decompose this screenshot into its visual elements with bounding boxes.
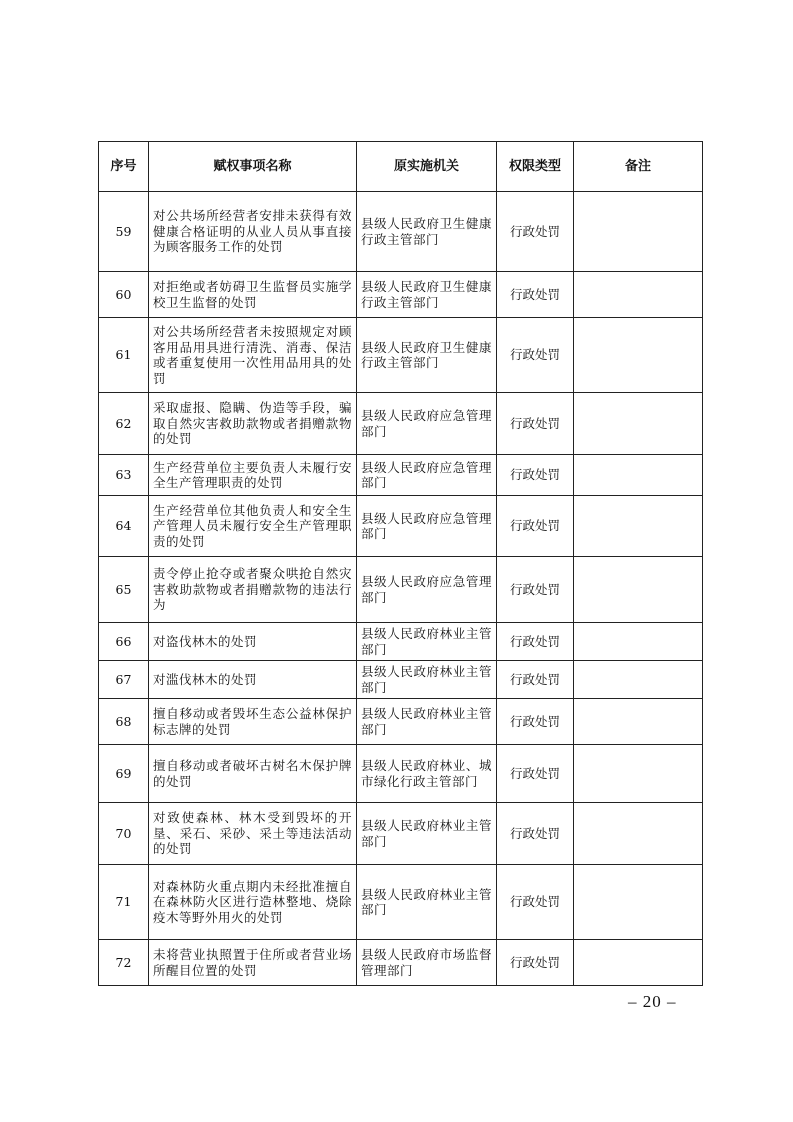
row-original-agency: 县级人民政府卫生健康行政主管部门: [357, 272, 497, 318]
table-row: [99, 699, 703, 745]
row-serial: 59: [99, 192, 149, 272]
row-authority-type: 行政处罚: [497, 393, 574, 455]
header-item-name: 赋权事项名称: [149, 142, 357, 192]
row-remarks: [574, 865, 703, 940]
table-row: [99, 455, 703, 496]
row-remarks: [574, 623, 703, 661]
row-item-name: 采取虚报、隐瞒、伪造等手段，骗取自然灾害救助款物或者捐赠款物的处罚: [149, 393, 357, 455]
row-remarks: [574, 940, 703, 986]
table-row: [99, 318, 703, 393]
row-item-name: 生产经营单位其他负责人和安全生产管理人员未履行安全生产管理职责的处罚: [149, 496, 357, 557]
row-serial: 64: [99, 496, 149, 557]
row-remarks: [574, 393, 703, 455]
row-item-name: 生产经营单位主要负责人未履行安全生产管理职责的处罚: [149, 455, 357, 496]
row-serial: 72: [99, 940, 149, 986]
table-row: [99, 745, 703, 803]
row-remarks: [574, 496, 703, 557]
row-original-agency: 县级人民政府应急管理部门: [357, 557, 497, 623]
row-authority-type: 行政处罚: [497, 318, 574, 393]
row-original-agency: 县级人民政府应急管理部门: [357, 393, 497, 455]
row-authority-type: 行政处罚: [497, 699, 574, 745]
table-body: [99, 192, 703, 986]
row-original-agency: 县级人民政府林业主管部门: [357, 803, 497, 865]
header-authority-type: 权限类型: [497, 142, 574, 192]
row-serial: 62: [99, 393, 149, 455]
table-row: [99, 496, 703, 557]
row-serial: 70: [99, 803, 149, 865]
header-remarks: 备注: [574, 142, 703, 192]
row-remarks: [574, 318, 703, 393]
row-item-name: 擅自移动或者毁坏生态公益林保护标志牌的处罚: [149, 699, 357, 745]
row-authority-type: 行政处罚: [497, 557, 574, 623]
row-authority-type: 行政处罚: [497, 623, 574, 661]
row-serial: 68: [99, 699, 149, 745]
row-original-agency: 县级人民政府林业、城市绿化行政主管部门: [357, 745, 497, 803]
row-item-name: 对森林防火重点期内未经批准擅自在森林防火区进行造林整地、烧除疫木等野外用火的处罚: [149, 865, 357, 940]
row-original-agency: 县级人民政府林业主管部门: [357, 699, 497, 745]
row-remarks: [574, 745, 703, 803]
row-serial: 71: [99, 865, 149, 940]
row-authority-type: 行政处罚: [497, 192, 574, 272]
row-serial: 60: [99, 272, 149, 318]
row-remarks: [574, 272, 703, 318]
row-authority-type: 行政处罚: [497, 272, 574, 318]
page-number: – 20 –: [628, 992, 677, 1011]
row-item-name: 对拒绝或者妨碍卫生监督员实施学校卫生监督的处罚: [149, 272, 357, 318]
table-row: [99, 865, 703, 940]
table-row: [99, 940, 703, 986]
table-row: [99, 192, 703, 272]
row-remarks: [574, 455, 703, 496]
authority-table: [98, 141, 703, 986]
row-item-name: 对盗伐林木的处罚: [149, 623, 357, 661]
row-authority-type: 行政处罚: [497, 803, 574, 865]
row-remarks: [574, 557, 703, 623]
row-authority-type: 行政处罚: [497, 496, 574, 557]
header-original-agency: 原实施机关: [357, 142, 497, 192]
table-row: [99, 393, 703, 455]
row-serial: 63: [99, 455, 149, 496]
table-row: [99, 623, 703, 661]
row-remarks: [574, 192, 703, 272]
table-header-row: [99, 142, 703, 192]
row-serial: 69: [99, 745, 149, 803]
row-serial: 66: [99, 623, 149, 661]
row-remarks: [574, 699, 703, 745]
header-serial: 序号: [99, 142, 149, 192]
row-item-name: 擅自移动或者破坏古树名木保护牌的处罚: [149, 745, 357, 803]
table-row: [99, 803, 703, 865]
row-original-agency: 县级人民政府市场监督管理部门: [357, 940, 497, 986]
row-original-agency: 县级人民政府卫生健康行政主管部门: [357, 192, 497, 272]
row-remarks: [574, 803, 703, 865]
row-serial: 61: [99, 318, 149, 393]
row-item-name: 对公共场所经营者安排未获得有效健康合格证明的从业人员从事直接为顾客服务工作的处罚: [149, 192, 357, 272]
row-item-name: 未将营业执照置于住所或者营业场所醒目位置的处罚: [149, 940, 357, 986]
row-serial: 67: [99, 661, 149, 699]
row-serial: 65: [99, 557, 149, 623]
row-authority-type: 行政处罚: [497, 455, 574, 496]
table-row: [99, 557, 703, 623]
row-remarks: [574, 661, 703, 699]
row-original-agency: 县级人民政府林业主管部门: [357, 661, 497, 699]
row-item-name: 对致使森林、林木受到毁坏的开垦、采石、采砂、采土等违法活动的处罚: [149, 803, 357, 865]
row-item-name: 责令停止抢夺或者聚众哄抢自然灾害救助款物或者捐赠款物的违法行为: [149, 557, 357, 623]
row-original-agency: 县级人民政府卫生健康行政主管部门: [357, 318, 497, 393]
row-item-name: 对滥伐林木的处罚: [149, 661, 357, 699]
row-original-agency: 县级人民政府林业主管部门: [357, 623, 497, 661]
row-authority-type: 行政处罚: [497, 865, 574, 940]
row-authority-type: 行政处罚: [497, 745, 574, 803]
table-row: [99, 272, 703, 318]
row-authority-type: 行政处罚: [497, 940, 574, 986]
row-original-agency: 县级人民政府林业主管部门: [357, 865, 497, 940]
row-item-name: 对公共场所经营者未按照规定对顾客用品用具进行清洗、消毒、保洁或者重复使用一次性用品用具的处罚: [149, 318, 357, 393]
table-row: [99, 661, 703, 699]
row-authority-type: 行政处罚: [497, 661, 574, 699]
row-original-agency: 县级人民政府应急管理部门: [357, 496, 497, 557]
row-original-agency: 县级人民政府应急管理部门: [357, 455, 497, 496]
